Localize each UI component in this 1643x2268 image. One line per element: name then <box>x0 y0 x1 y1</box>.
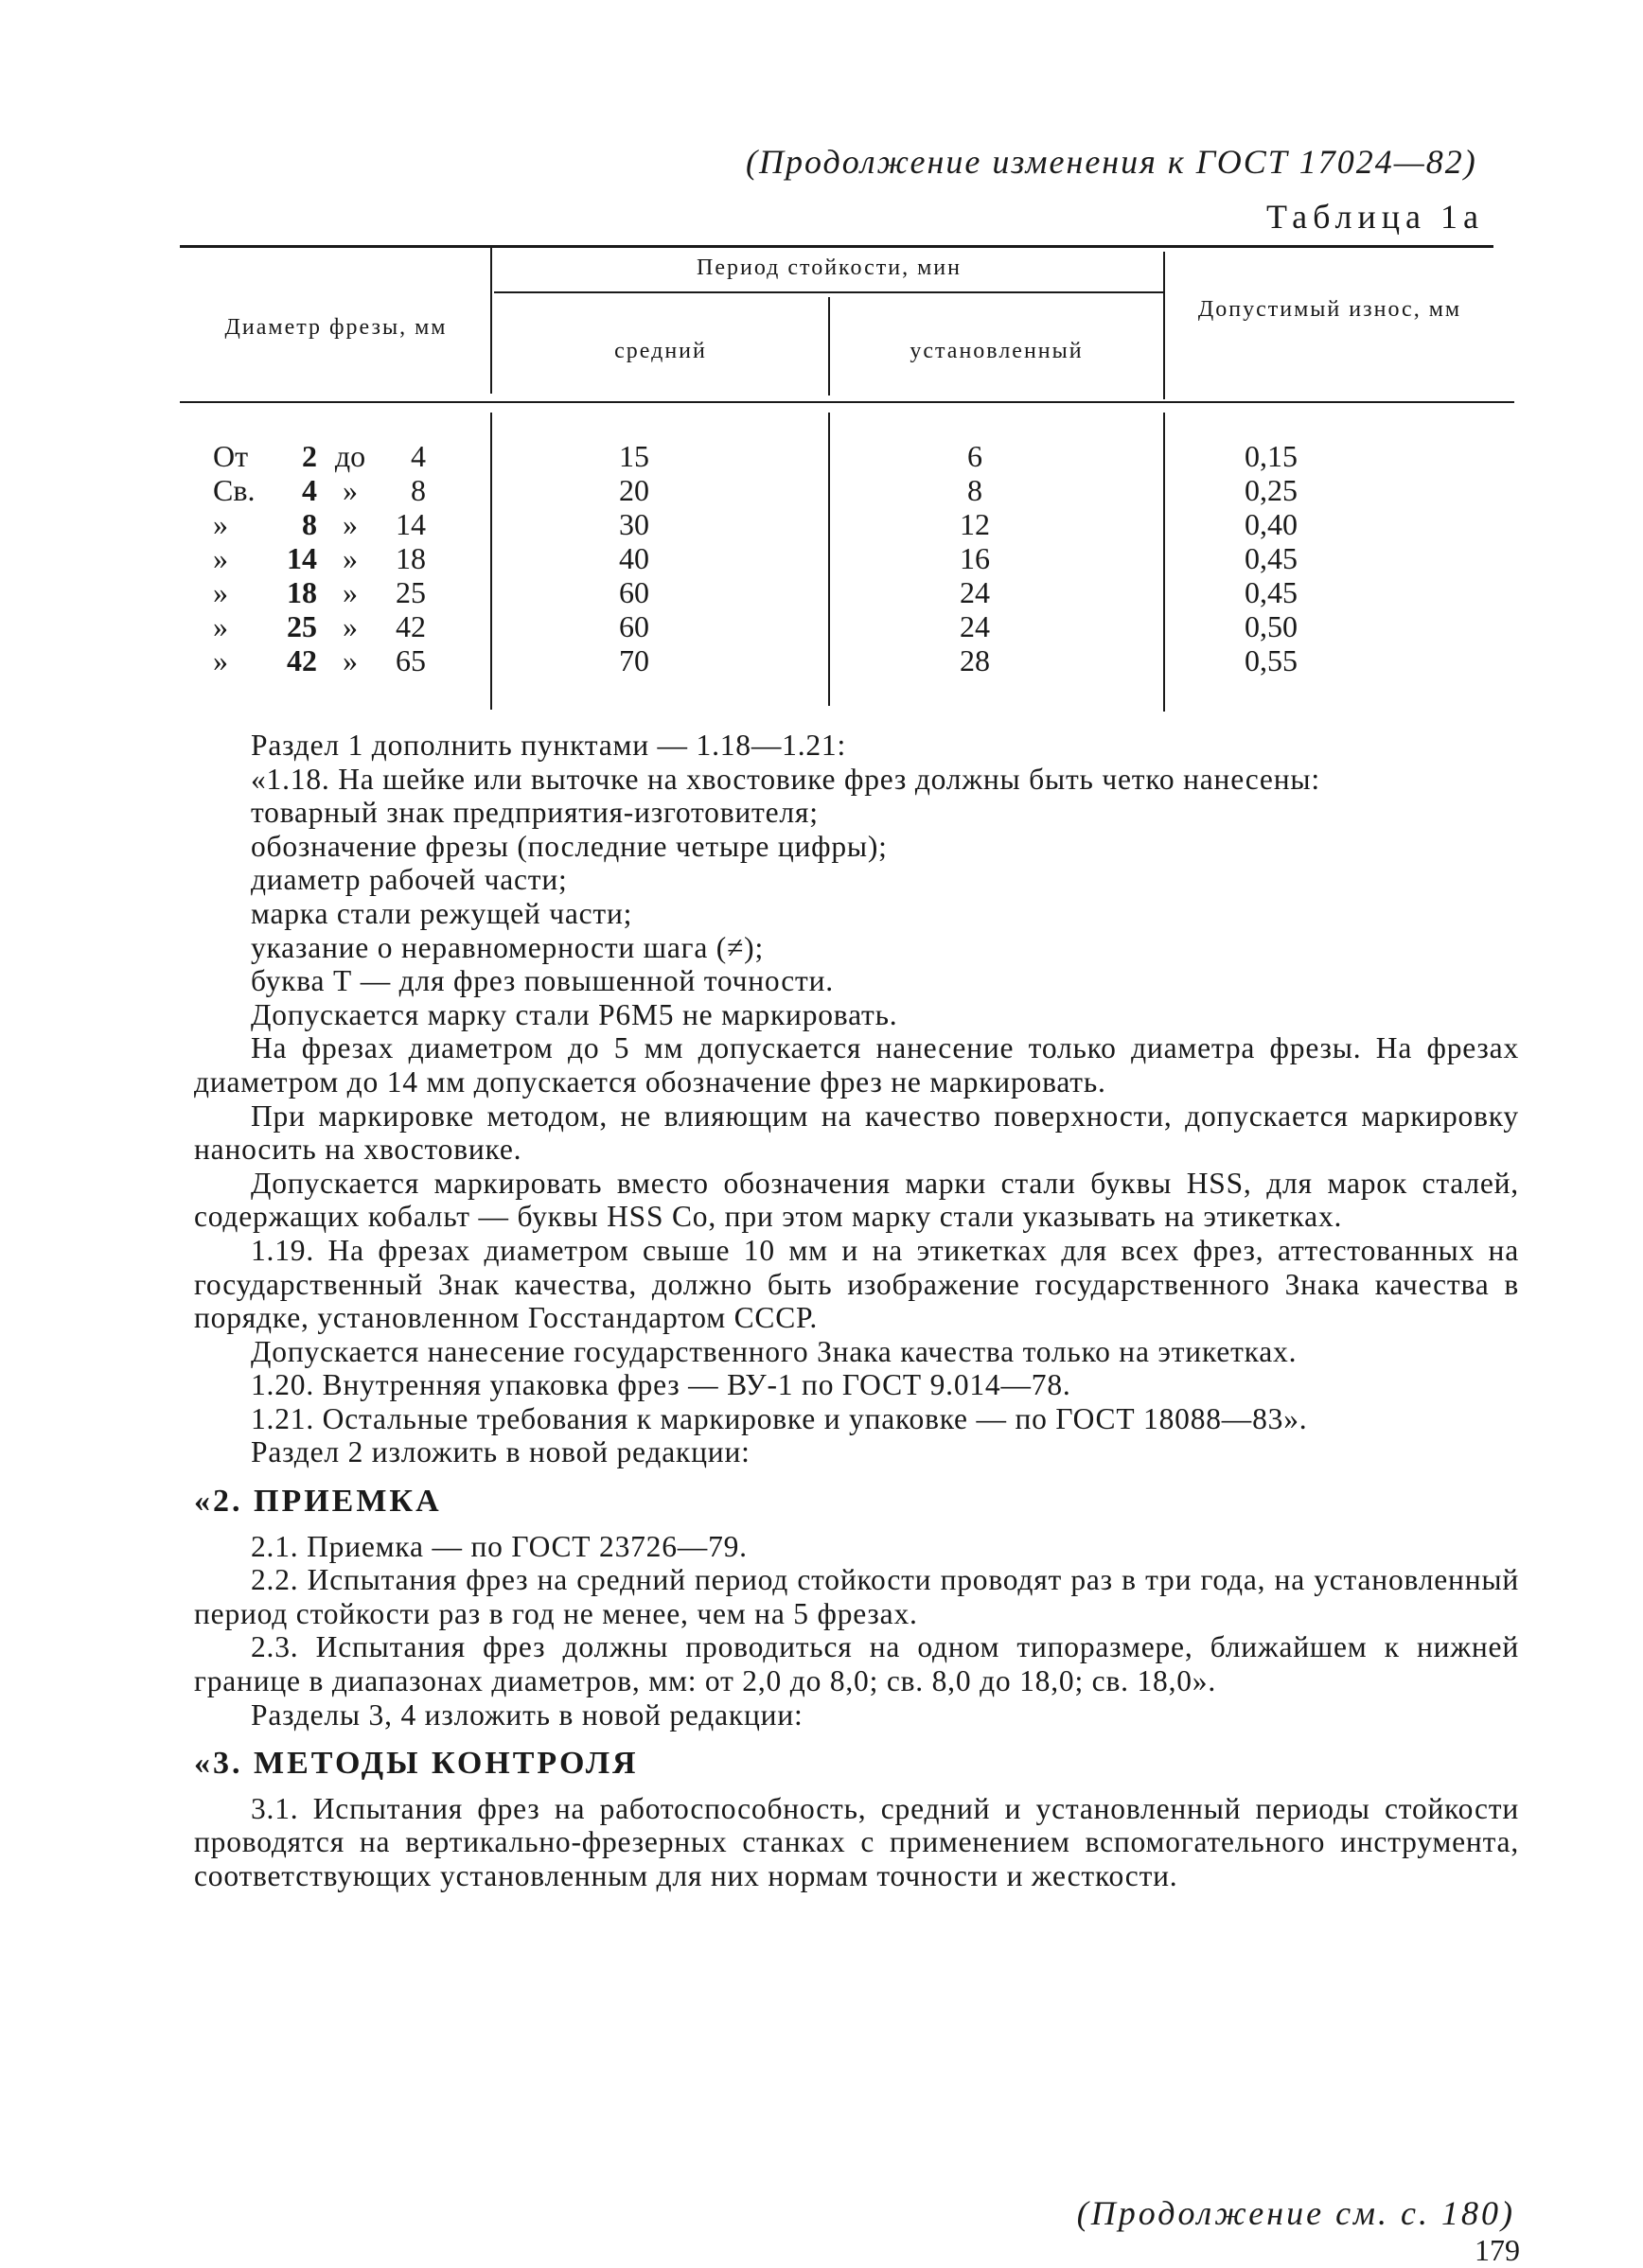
range-prefix: Св. <box>213 473 256 507</box>
range-prefix: » <box>213 643 228 677</box>
table-vline-1-body <box>490 413 492 710</box>
paragraph: Разделы 3, 4 изложить в новой редакции: <box>251 1697 804 1732</box>
range-sep: » <box>343 643 358 677</box>
range-prefix: » <box>213 507 228 541</box>
table-row <box>213 609 431 643</box>
section-heading: «2. ПРИЕМКА <box>194 1484 442 1520</box>
range-sep: » <box>343 473 358 507</box>
table-vline-3-body <box>1163 413 1165 712</box>
range-to: 18 <box>396 541 426 575</box>
range-from: 8 <box>302 507 317 541</box>
cell-established: 16 <box>960 541 990 575</box>
paragraph: 2.3. Испытания фрез должны проводиться на одном типоразмере, ближайшем к нижней границе в диапазонах диаметров, мм: от 2,0 до 8,0; св. 8,0 до 18,0; св. 18,0». <box>194 1630 1519 1698</box>
cell-average: 20 <box>619 473 649 507</box>
range-to: 25 <box>396 575 426 609</box>
range-prefix: От <box>213 439 249 473</box>
average-column <box>539 439 729 677</box>
range-to: 42 <box>396 609 426 643</box>
range-sep: » <box>343 609 358 643</box>
list-item: диаметр рабочей части; <box>251 863 568 897</box>
wear-column <box>1245 439 1358 677</box>
range-from: 18 <box>287 575 317 609</box>
established-column <box>880 439 1069 677</box>
range-to: 4 <box>411 439 426 473</box>
cell-average: 60 <box>619 609 649 643</box>
document-body <box>194 729 1519 1893</box>
cell-wear: 0,45 <box>1245 541 1298 575</box>
table-row <box>213 541 431 575</box>
list-item: обозначение фрезы (последние четыре цифры); <box>251 829 888 863</box>
cell-wear: 0,25 <box>1245 473 1298 507</box>
paragraph: 1.21. Остальные требования к маркировке и упаковке — по ГОСТ 18088—83». <box>251 1401 1308 1435</box>
paragraph: Раздел 2 изложить в новой редакции: <box>251 1435 751 1469</box>
header-average: средний <box>614 339 707 363</box>
cell-average: 60 <box>619 575 649 609</box>
footer-continuation: (Продолжение см. с. 180) <box>1076 2194 1515 2232</box>
range-sep: » <box>343 575 358 609</box>
cell-established: 8 <box>967 473 982 507</box>
table-vline-2-body <box>828 413 830 706</box>
paragraph: Допускается маркировать вместо обозначения марки стали буквы HSS, для марок сталей, содержащих кобальт — буквы HSS Co, при этом марку стали указывать на этикетках. <box>194 1166 1519 1234</box>
table-header-rule <box>180 401 1514 403</box>
cell-wear: 0,55 <box>1245 643 1298 677</box>
paragraph: «1.18. На шейке или выточке на хвостовике фрез должны быть четко нанесены: <box>251 762 1320 796</box>
table-label: Таблица 1а <box>1266 198 1484 236</box>
table-row <box>213 473 431 507</box>
list-item: указание о неравномерности шага (≠); <box>251 930 764 964</box>
cell-wear: 0,15 <box>1245 439 1298 473</box>
cell-established: 24 <box>960 609 990 643</box>
cell-wear: 0,45 <box>1245 575 1298 609</box>
header-period: Период стойкости, мин <box>697 255 962 280</box>
range-sep: » <box>343 541 358 575</box>
table-row <box>213 643 431 677</box>
cell-average: 70 <box>619 643 649 677</box>
paragraph: На фрезах диаметром до 5 мм допускается нанесение только диаметра фрезы. На фрезах диаметром до 14 мм допускается обозначение фрез не маркировать. <box>194 1031 1519 1099</box>
range-prefix: » <box>213 609 228 643</box>
range-from: 4 <box>302 473 317 507</box>
range-sep: » <box>343 507 358 541</box>
cell-established: 12 <box>960 507 990 541</box>
table-vline-1-head <box>490 248 492 394</box>
table-top-rule <box>180 245 1493 248</box>
header-wear <box>1169 295 1491 324</box>
header-established: установленный <box>910 339 1084 363</box>
cell-average: 15 <box>619 439 649 473</box>
range-from: 2 <box>302 439 317 473</box>
cell-average: 30 <box>619 507 649 541</box>
paragraph: 2.1. Приемка — по ГОСТ 23726—79. <box>251 1529 748 1563</box>
range-sep: до <box>334 439 366 473</box>
paragraph: Раздел 1 дополнить пунктами — 1.18—1.21: <box>251 729 847 762</box>
header-continuation: (Продолжение изменения к ГОСТ 17024—82) <box>746 143 1477 181</box>
paragraph: При маркировке методом, не влияющим на качество поверхности, допускается маркировку наносить на хвостовике. <box>194 1099 1519 1167</box>
table-row <box>213 575 431 609</box>
paragraph: 3.1. Испытания фрез на работоспособность, средний и установленный периоды стойкости проводятся на вертикально-фрезерных станках с применением вспомогательного инструмента, соответствующих установленным для них нормам точности и жесткости. <box>194 1791 1519 1892</box>
paragraph: Допускается нанесение государственного Знака качества только на этикетках. <box>251 1334 1298 1368</box>
range-to: 65 <box>396 643 426 677</box>
cell-established: 28 <box>960 643 990 677</box>
range-from: 25 <box>287 609 317 643</box>
cell-average: 40 <box>619 541 649 575</box>
list-item: товарный знак предприятия-изготовителя; <box>251 796 819 830</box>
section-heading: «3. МЕТОДЫ КОНТРОЛЯ <box>194 1746 639 1782</box>
range-from: 14 <box>287 541 317 575</box>
table-row <box>213 507 431 541</box>
table-row <box>213 439 431 473</box>
paragraph: 1.20. Внутренняя упаковка фрез — ВУ-1 по ГОСТ 9.014—78. <box>251 1368 1071 1402</box>
paragraph: 1.19. На фрезах диаметром свыше 10 мм и на этикетках для всех фрез, аттестованных на государственный Знак качества, должно быть изображение государственного Знака качества в порядке, установленном Госстандартом СССР. <box>194 1233 1519 1335</box>
table-subheader-rule <box>494 291 1164 293</box>
range-from: 42 <box>287 643 317 677</box>
paragraph: 2.2. Испытания фрез на средний период стойкости проводят раз в три года, на установленный период стойкости раз в год не менее, чем на 5 фрезах. <box>194 1563 1519 1630</box>
cell-established: 24 <box>960 575 990 609</box>
cell-wear: 0,50 <box>1245 609 1298 643</box>
range-to: 8 <box>411 473 426 507</box>
range-to: 14 <box>396 507 426 541</box>
page-number: 179 <box>1475 2233 1520 2267</box>
header-diameter: Диаметр фрезы, мм <box>224 315 448 340</box>
cell-established: 6 <box>967 439 982 473</box>
range-prefix: » <box>213 575 228 609</box>
paragraph: Допускается марку стали Р6М5 не маркировать. <box>251 997 898 1031</box>
diameter-column <box>213 439 431 677</box>
list-item: буква Т — для фрез повышенной точности. <box>251 964 834 998</box>
range-prefix: » <box>213 541 228 575</box>
header-wear-text: Допустимый износ, мм <box>1197 297 1462 322</box>
list-item: марка стали режущей части; <box>251 896 633 930</box>
cell-wear: 0,40 <box>1245 507 1298 541</box>
